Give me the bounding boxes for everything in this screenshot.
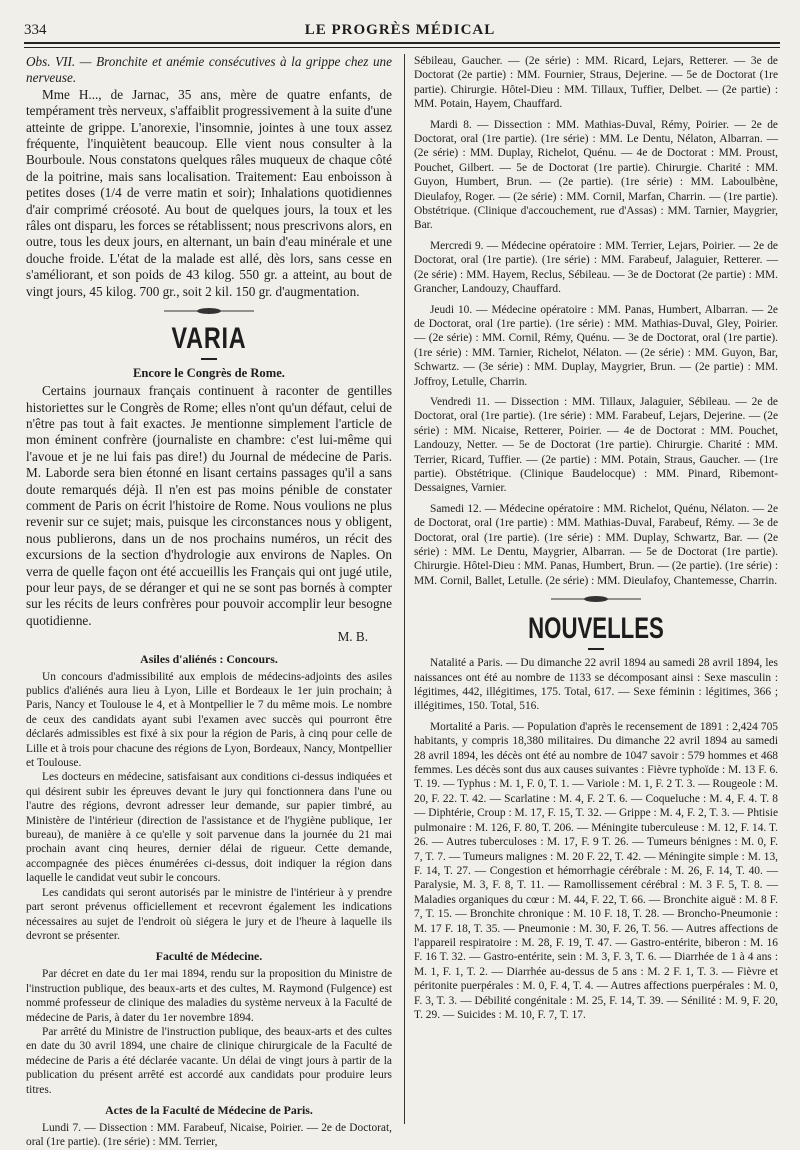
faculte-heading: Faculté de Médecine.	[155, 949, 263, 964]
asiles-paragraph-3: Les candidats qui seront autorisés par le ministre de l'intérieur à y prendre part seront prévenus officiellement et recevront également les indications nécessaires au sujet de l'endroit où siégera le jury et de l'heure à laquelle ils devront se présenter.	[26, 886, 392, 942]
actes-samedi: Samedi 12. — Médecine opératoire : MM. Richelot, Quénu, Nélaton. — 2e de Doctorat, oral (1re partie) : MM. Mathias-Duval, Farabeuf, Rémy. — 3e de Doctorat, oral (1re partie). (1re série) : MM. Duplay, Schwartz, Bar. — (2e série) : MM. Le Dentu, Maygrier, Albarran. — 5e de Doctorat (1re partie). Chirurgie. Hôtel-Dieu : MM. Panas, Humbert, Brun. — (2e partie). (1re série) : MM. Cornil, Ballet, Letulle. (2e série) : MM. Dieulafoy, Chantemesse, Charrin.	[414, 502, 778, 587]
congres-body: Certains journaux français continuent à raconter de gentilles historiettes sur le Congrès de Rome; elles n'ont qu'un défaut, celui de n'être pas tout à fait exactes. Je mentionne simplement l'article de mon éminent confrère (journaliste en chambre: c'est lui-même qui l'avoue et je ne lui fais pas dire!) du Journal de médecine de Paris. M. Laborde sera bien étonné en lisant certains passages qu'il a sans doute remarqués déjà. Il n'en est pas moins pénible de constater comment de Paris on écrit l'histoire de Rome. Nous voulions ne plus revenir sur ce sujet; mais, puisque les circonstances nous y obligent, nous publierons, dans un de nos prochains numéros, un récit des excursions de la section d'hydrologie aux environs de Naples. On verra de quelle façon ont été accueillis les Français qui ont jugé utile, pour leur pays, de se déranger et qui ne se sont pas bornés à compter sur les récits de leurs confrères pour pouvoir accomplir leur besogne quotidienne.	[26, 383, 392, 628]
asiles-paragraph-1: Un concours d'admissibilité aux emplois de médecins-adjoints des asiles publics d'aliénés aura lieu à Lyon, Lille et Bordeaux le 1er juin prochain; à Paris, Nancy et Toulouse le 4, et à Montpellier le 7 du même mois. Le nombre de ceux des candidats ayant subi l'examen avec succès qui pourront être déclarés admissibles est fixé à six pour la région de Paris, à cinq pour celle de Lille et à trois pour chacune des régions de Lyon, Bordeaux, Nancy, Montpellier et Toulouse.	[26, 670, 392, 770]
nouvelles-title: NOUVELLES	[528, 612, 664, 646]
actes-lundi: Lundi 7. — Dissection : MM. Farabeuf, Nicaise, Poirier. — 2e de Doctorat, oral (1re partie). (1re série) : MM. Terrier,	[26, 1121, 392, 1149]
actes-heading: Actes de la Faculté de Médecine de Paris.	[105, 1102, 313, 1117]
natalite-paragraph: Natalité a Paris. — Du dimanche 22 avril 1894 au samedi 28 avril 1894, les naissances ont été au nombre de 1133 se décomposant ainsi : Sexe masculin : légitimes, 442, illégitimes, 175. Total, 617. — Sexe féminin : légitimes, 366 ; illégitimes, 150. Total, 516.	[414, 657, 778, 713]
title-dash	[588, 648, 604, 650]
ornament-divider	[551, 594, 641, 604]
column-divider	[404, 54, 405, 1124]
ornament-divider	[164, 306, 254, 316]
left-column	[26, 54, 392, 1149]
actes-mardi: Mardi 8. — Dissection : MM. Mathias-Duval, Rémy, Poirier. — 2e de Doctorat, oral (1re partie). (1re série) : MM. Le Dentu, Nélaton, Albarran. — (2e série) : MM. Duplay, Richelot, Quénu. — 4e de Doctorat : MM. Proust, Pouchet, Gilbert. — 5e de Doctorat (1re partie). Chirurgie. Charité : MM. Guyon, Humbert, Brun. — (2e partie). (1re série) : MM. Laboulbène, Dieulafoy, Roger. — (2e série) : MM. Cornil, Marfan, Charrin. — (1re partie). Obstétrique. (Clinique d'accouchement, rue d'Assas) : MM. Tarnier, Maygrier, Bar.	[414, 118, 778, 232]
journal-title: LE PROGRÈS MÉDICAL	[304, 22, 496, 38]
right-column	[414, 54, 778, 1126]
asiles-paragraph-2: Les docteurs en médecine, satisfaisant aux conditions ci-dessus indiquées et qui désirent subir les épreuves devant le jury qui fonctionnera dans l'une ou l'autre des régions, devront adresser leur demande, sur papier timbré, au Ministère de l'intérieur (direction de l'assistance et de l'hygiène publique, 1er bureau), de manière à ce qu'elle y soit parvenue dans la journée du 21 mai prochain avant cinq heures, dernier délai de rigueur. Cette demande, accompagnée des pièces énumérées ci-dessus, doit indiquer la région dans laquelle le candidat veut subir le concours.	[26, 771, 392, 885]
faculte-paragraph-2: Par arrêté du Ministre de l'instruction publique, des beaux-arts et des cultes en date du 30 avril 1894, une chaire de clinique chirurgicale de la Faculté de médecine de Paris a été déclarée vacante. Un délai de vingt jours à partir de la publication du présent arrêté est accordé aux candidats pour produire leurs titres.	[26, 1025, 392, 1096]
obs-body: Mme H..., de Jarnac, 35 ans, mère de quatre enfants, de tempérament très nerveux, s'affaiblit progressivement à la suite d'une atteinte de grippe. L'anorexie, l'insomnie, jointes à une toux assez fréquente, l'inquiètent beaucoup. Elle vient nous consulter à la Bourboule. Nous constatons quelques râles muqueux de chaque côté de la poitrine, mais sans localisation. Traitement: Eau enboisson à petites doses (1/4 de verre matin et soir); Inhalations quotidiennes d'air comprimé créosoté. Au bout de quelques jours, la toux et les râles ont disparu, les forces se rétablissent; nous prescrivons alors, en outre, tous les deux jours, en alternant, un bain d'eau minérale et une douche froide. L'état de la malade est allé, dès lors, sans cesse en s'améliorant, et son poids de 43 kilog. 550 gr. a atteint, au bout de vingt jours, 45 kilog. 700 gr., soit 2 kil. 150 gr. d'augmentation.	[26, 86, 392, 299]
asiles-heading: Asiles d'aliénés : Concours.	[140, 651, 278, 666]
header-rule-thin	[24, 47, 780, 48]
congres-signature: M. B.	[337, 629, 368, 645]
mortalite-paragraph: Mortalité a Paris. — Population d'après le recensement de 1891 : 2,424 705 habitants, y compris 18,380 militaires. Du dimanche 22 avril 1894 au samedi 28 avril 1894, les décès ont été au nombre de 1047 savoir : 579 hommes et 468 femmes. Les décès sont dus aux causes suivantes : Fièvre typhoïde : M. 13 F. 6. T. 19. — Typhus : M. 1, F. 0, T. 1. — Variole : M. 1, F. 2 T. 3. — Rougeole : M. 20, F. 22. T. 42. — Scarlatine : M. 4, F. 2 T. 6. — Coqueluche : M. 4, F. 4. T. 8 — Diphtérie, Croup : M. 17, F. 15, T. 32. — Grippe : M. 4, F. 2, T. 3. — Phtisie pulmonaire : M. 126, F. 80, T. 206. — Méningite tuberculeuse : M. 12, F. 14. T. 26. — Autres tuberculoses : M. 17, F. 9 T. 26. — Tumeurs bénignes : M. 0, F. 7, T. 7. — Tumeurs malignes : M. 20 F. 22, T. 42. — Méningite simple : M. 13, F. 14, T. 27. — Congestion et hémorrhagie cérébrale : M. 26, F. 14, T. 40. — Paralysie, M. 3, F. 8, T. 11. — Ramollissement cérébral : M. 3 F. 5, T. 8. — Maladies organiques du cœur : M. 44, F. 22, T. 66. — Bronchite aiguë : M. 8 F. 7, T. 15. — Bronchite chronique : M. 10 F. 18, T. 28. — Broncho-Pneumonie : M. 17 F. 18, T. 35. — Pneumonie : M. 30, F. 26, T. 56. — Autres affections de l'appareil respiratoire : M. 28, F. 19, T. 47. — Gastro-entérite, biberon : M. 16 F. 16 T. 32. — Gastro-entérite, sein : M. 3, F. 3, T. 6. — Diarrhée de 1 à 4 ans : M. 1, F. 1, T. 2. — Diarrhée au-dessus de 5 ans : M. 2 F. 1, T. 3. — Fièvre et péritonite puerpérales : M. 0, F. 4, T. 4. — Autres affections puerpérales : M. 0, F. 3, T. 3. — Débilité congénitale : M. 25, F. 14, T. 39. — Sénilité : M. 9, F. 20, T. 29. — Suicides : M. 10, F. 7, T. 17.	[414, 720, 778, 1021]
actes-mercredi: Mercredi 9. — Médecine opératoire : MM. Terrier, Lejars, Poirier. — 2e de Doctorat, oral (1re partie). (1re série) : MM. Farabeuf, Jalaguier, Retterer. — (2e série) : MM. Hayem, Reclus, Sébileau. — 3e de Doctorat (2e partie) : MM. Grancher, Landouzy, Chauffard.	[414, 239, 778, 296]
varia-title: VARIA	[171, 322, 247, 356]
actes-jeudi: Jeudi 10. — Médecine opératoire : MM. Panas, Humbert, Albarran. — 2e de Doctorat, oral (1re partie). (1re série) : MM. Mathias-Duval, Gley, Poirier. — (2e série) : MM. Cornil, Rémy, Quénu. — 3e de Doctorat, oral (1re partie). (1re série) : MM. Tarnier, Richelot, Nélaton. — (2e série) : MM. Guyon, Bar, Schwartz. — (3e série) : MM. Duplay, Maygrier, Brun. — (2e partie) : MM. Joffroy, Letulle, Charrin.	[414, 303, 778, 388]
congres-heading: Encore le Congrès de Rome.	[133, 366, 285, 381]
title-dash	[201, 358, 217, 360]
actes-vendredi: Vendredi 11. — Dissection : MM. Tillaux, Jalaguier, Sébileau. — 2e de Doctorat, oral (1re partie). (1re série) : MM. Farabeuf, Lejars, Dejerine. — (2e série) : MM. Nicaise, Retterer, Poirier. — 4e de Doctorat : MM. Pouchet, Landouzy, Netter. — 5e de Doctorat (1re partie). Chirurgie. Charité : MM. Terrier, Ricard, Tuffier. — (2e partie) : MM. Potain, Straus, Gaucher. — (1re partie). Obstétrique. (Clinique Baudelocque) : MM. Pinard, Ribemont-Dessaignes, Varnier.	[414, 395, 778, 495]
obs-title: Obs. VII. — Bronchite et anémie consécutives à la grippe chez une nerveuse.	[26, 54, 392, 86]
page-number: 334	[24, 22, 47, 38]
faculte-paragraph-1: Par décret en date du 1er mai 1894, rendu sur la proposition du Ministre de l'instruction publique, des beaux-arts et des cultes, M. Raymond (Fulgence) est nommé professeur de clinique des maladies du système nerveux à la Faculté de médecine de Paris, à dater du 1er novembre 1894.	[26, 968, 392, 1024]
header-rule	[24, 42, 780, 44]
actes-continued: Sébileau, Gaucher. — (2e série) : MM. Ricard, Lejars, Retterer. — 3e de Doctorat (2e partie) : MM. Fournier, Straus, Dejerine. — 5e de Doctorat (1re partie). Chirurgie. Hôtel-Dieu : MM. Tillaux, Tuffier, Delbet. — (2e partie) : MM. Potain, Hayem, Chauffard.	[414, 55, 778, 111]
